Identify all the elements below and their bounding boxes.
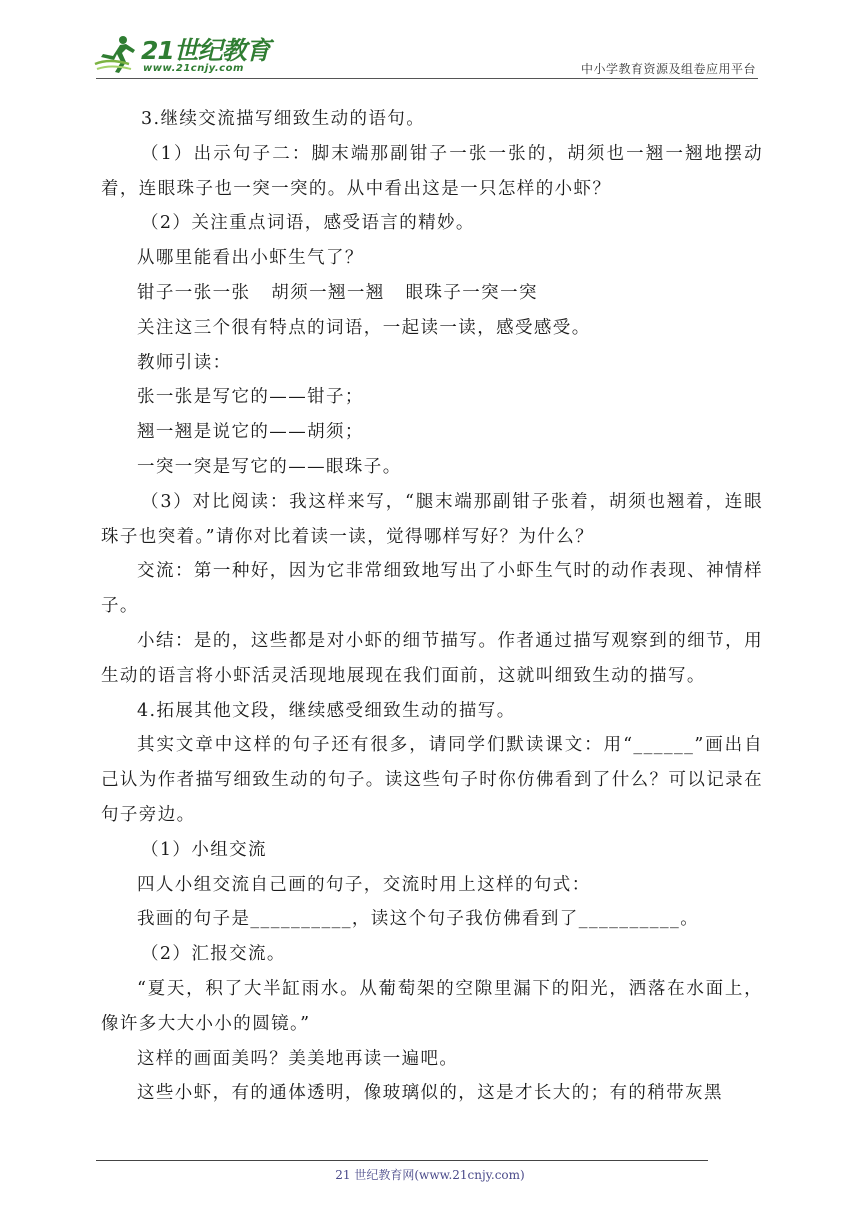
paragraph: 翘一翘是说它的——胡须； <box>137 422 364 443</box>
paragraph: 四人小组交流自己画的句子，交流时用上这样的句式： <box>137 874 591 895</box>
footer-divider <box>96 1160 708 1161</box>
paragraph: （1）小组交流 <box>141 839 267 860</box>
site-logo[interactable] <box>93 34 270 76</box>
paragraph: （3）对比阅读：我这样来写，“腿末端那副钳子张着，胡须也翘着，连眼珠子也突着。”请你对比着读一读，觉得哪样写好？为什么？ <box>101 491 763 547</box>
paragraph: 钳子一张一张 胡须一翘一翘 眼珠子一突一突 <box>137 282 538 303</box>
paragraph: 这样的画面美吗？美美地再读一遍吧。 <box>137 1048 459 1069</box>
paragraph: （2）汇报交流。 <box>141 944 286 965</box>
logo-text: 21世纪教育 <box>141 36 270 65</box>
header-divider <box>96 78 758 79</box>
paragraph: 我画的句子是__________，读这个句子我仿佛看到了__________。 <box>137 909 700 930</box>
paragraph: （2）关注重点词语，感受语言的精妙。 <box>141 213 475 234</box>
page-header <box>0 0 860 80</box>
runner-logo-icon <box>93 34 141 76</box>
quoted-passage: “夏天，积了大半缸雨水。从葡萄架的空隙里漏下的阳光，洒落在水面上，像许多大大小小的圆镜。” <box>101 978 763 1034</box>
paragraph: 一突一突是写它的——眼珠子。 <box>137 456 402 477</box>
paragraph: （1）出示句子二：脚末端那副钳子一张一张的，胡须也一翘一翘地摆动着，连眼珠子也一突一突的。从中看出这是一只怎样的小虾？ <box>101 143 763 199</box>
paragraph: 关注这三个很有特点的词语，一起读一读，感受感受。 <box>137 317 591 338</box>
paragraph: 从哪里能看出小虾生气了？ <box>137 248 364 269</box>
footer-link[interactable]: 21 世纪教育网(www.21cnjy.com) <box>335 1168 525 1182</box>
logo-url: www.21cnjy.com <box>143 63 244 74</box>
document-body <box>101 102 763 1111</box>
platform-title: 中小学教育资源及组卷应用平台 <box>580 62 756 76</box>
paragraph: 其实文章中这样的句子还有很多，请同学们默读课文：用“______”画出自己认为作者描写细致生动的句子。读这些句子时你仿佛看到了什么？可以记录在句子旁边。 <box>101 735 763 825</box>
paragraph: 这些小虾，有的通体透明，像玻璃似的，这是才长大的；有的稍带灰黑 <box>137 1083 723 1104</box>
section-heading: 3.继续交流描写细致生动的语句。 <box>141 109 426 129</box>
section-heading: 4.拓展其他文段，继续感受细致生动的描写。 <box>137 700 516 721</box>
paragraph: 交流：第一种好，因为它非常细致地写出了小虾生气时的动作表现、神情样子。 <box>101 561 763 617</box>
paragraph: 小结：是的，这些都是对小虾的细节描写。作者通过描写观察到的细节，用生动的语言将小虾活灵活现地展现在我们面前，这就叫细致生动的描写。 <box>101 630 763 686</box>
paragraph: 张一张是写它的——钳子； <box>137 387 364 408</box>
paragraph: 教师引读： <box>137 352 232 373</box>
